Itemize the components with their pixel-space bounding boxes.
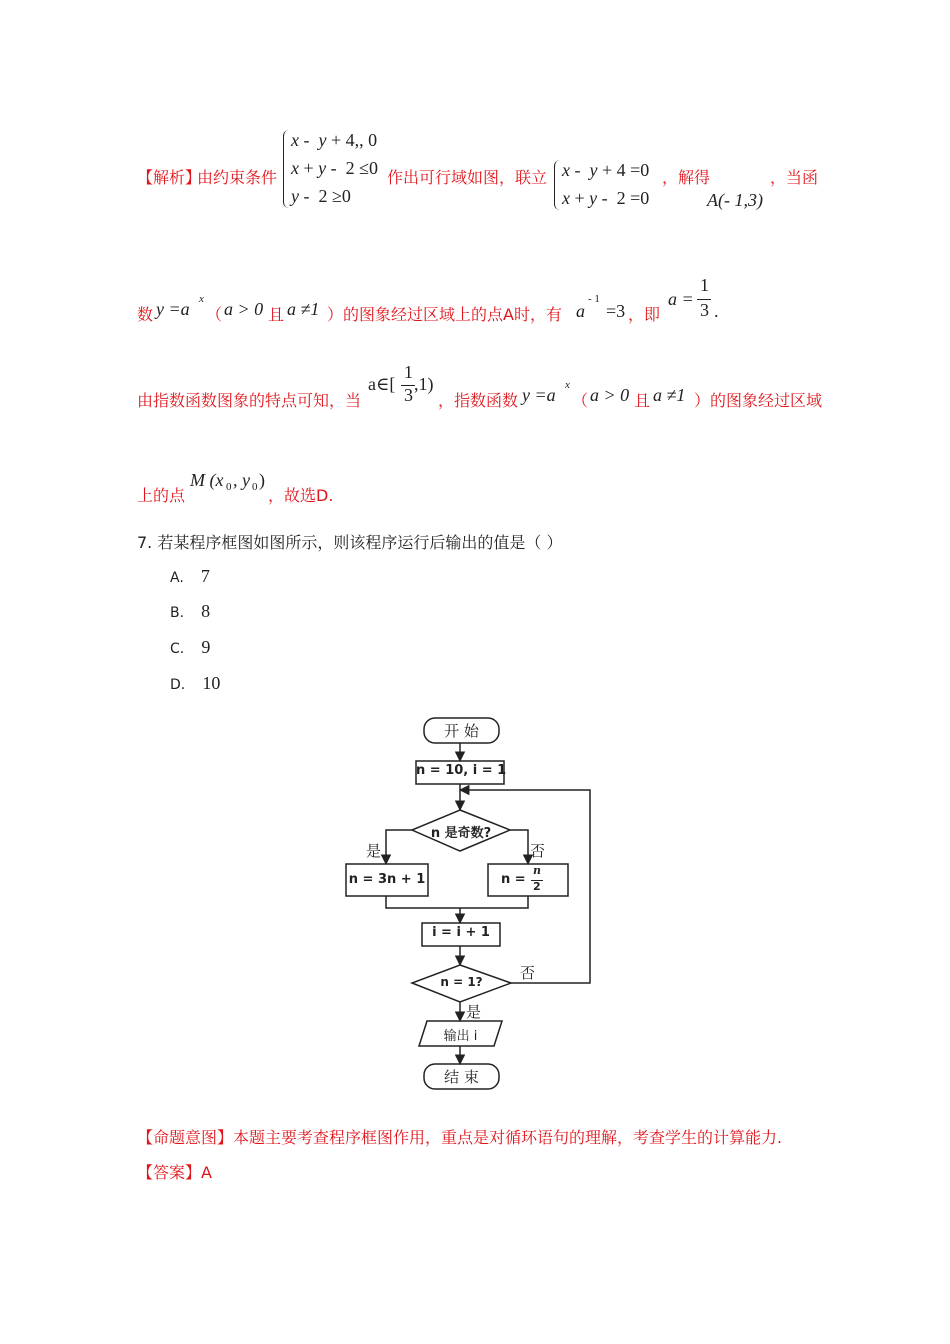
arrow-yes	[386, 830, 412, 864]
no-label: 否	[520, 964, 536, 982]
equation-1: x - y + 4 =0	[562, 160, 650, 180]
point-m-mid: , y	[233, 470, 250, 490]
right-box-num: n	[533, 864, 541, 877]
analysis-text: ，即	[628, 305, 661, 324]
analysis-text: ，指数函数	[438, 391, 519, 410]
condition-positive: a > 0	[224, 299, 264, 319]
left-box-label: n = 3n + 1	[348, 872, 426, 887]
analysis-text: ）的图象经过区域	[694, 391, 823, 410]
condition-positive: a > 0	[590, 385, 630, 405]
exponent: - 1	[588, 293, 600, 305]
answer-label: 【答案】	[137, 1163, 202, 1182]
equation-2: x + y - 2 =0	[562, 188, 650, 208]
incr-label: i = i + 1	[432, 925, 490, 940]
start-label: 开 始	[444, 722, 479, 740]
analysis-text: ）的图象经过区域上的点A时，有	[327, 305, 562, 324]
analysis-text: 数	[137, 305, 154, 324]
fraction-denominator: 3	[700, 300, 709, 320]
option-value: 10	[202, 673, 221, 693]
analysis-text: （	[206, 305, 223, 324]
analysis-text: 作出可行域如图，联立	[387, 168, 548, 187]
arrow-no	[510, 830, 528, 864]
option-value: 9	[201, 637, 211, 657]
option-value: 7	[200, 566, 210, 586]
analysis-text: 由约束条件	[197, 168, 278, 187]
option-label: B.	[170, 605, 185, 621]
constraint-2: x + y - 2 ≤0	[291, 158, 379, 178]
range-end: ,1)	[414, 374, 434, 394]
analysis-text: ，当函	[770, 168, 819, 187]
exponent: x	[199, 293, 204, 305]
solution-point: A(- 1,3)	[707, 190, 763, 210]
condition-not-one: a ≠1	[287, 299, 320, 319]
output-label: 输出 i	[443, 1029, 478, 1044]
analysis-text: 由指数函数图象的特点可知，当	[137, 391, 362, 410]
answer-line	[137, 1160, 212, 1183]
analysis-label: 【解析】	[137, 168, 202, 187]
analysis-text: （	[572, 391, 589, 410]
right-box-lhs: n =	[501, 872, 526, 887]
init-label: n = 10, i = 1	[416, 763, 507, 778]
analysis-text: ，解得	[662, 168, 711, 187]
option-label: A.	[170, 570, 184, 586]
analysis-text: 且	[268, 305, 285, 324]
point-m: M (x	[190, 470, 224, 490]
yes-label: 是	[466, 1003, 482, 1021]
base: a	[576, 301, 585, 321]
option-label: D.	[170, 677, 186, 693]
answer-value: A	[201, 1163, 212, 1182]
constraint-3: y - 2 ≥0	[291, 186, 351, 206]
exponent: x	[565, 379, 570, 391]
option-label: C.	[170, 641, 185, 657]
analysis-text: 上的点	[137, 486, 186, 505]
intent-line	[137, 1125, 782, 1148]
result-lhs: a =	[668, 289, 694, 309]
right-box-den: 2	[533, 880, 541, 893]
end-label: 结 束	[444, 1068, 479, 1086]
function-expr: y =a	[156, 299, 190, 319]
analysis-text: ，故选D.	[268, 486, 334, 505]
fraction-denominator: 3	[404, 385, 413, 405]
equation-rhs: =3	[606, 301, 626, 321]
intent-text: 本题主要考查程序框图作用，重点是对循环语句的理解，考查学生的计算能力.	[233, 1128, 783, 1147]
cond-odd-label: n 是奇数?	[430, 826, 492, 841]
subscript: 0	[252, 481, 258, 493]
subscript: 0	[226, 481, 232, 493]
fraction-numerator: 1	[700, 275, 709, 295]
cond-n1-label: n = 1?	[440, 975, 483, 989]
no-label: 否	[530, 842, 546, 860]
question-stem: 7. 若某程序框图如图所示，则该程序运行后输出的值是（ ）	[137, 533, 563, 552]
fraction-numerator: 1	[404, 362, 413, 382]
box-n-half	[488, 864, 568, 896]
intent-label: 【命题意图】	[137, 1128, 234, 1147]
range-start: a∈[	[368, 374, 396, 394]
function-expr: y =a	[522, 385, 556, 405]
analysis-text: 且	[634, 391, 651, 410]
period: .	[714, 301, 719, 321]
yes-label: 是	[366, 842, 382, 860]
merge-line	[386, 896, 528, 908]
condition-not-one: a ≠1	[653, 385, 686, 405]
point-m-close: )	[259, 470, 265, 490]
constraint-1: x - y + 4,, 0	[291, 130, 378, 150]
option-value: 8	[201, 601, 211, 621]
